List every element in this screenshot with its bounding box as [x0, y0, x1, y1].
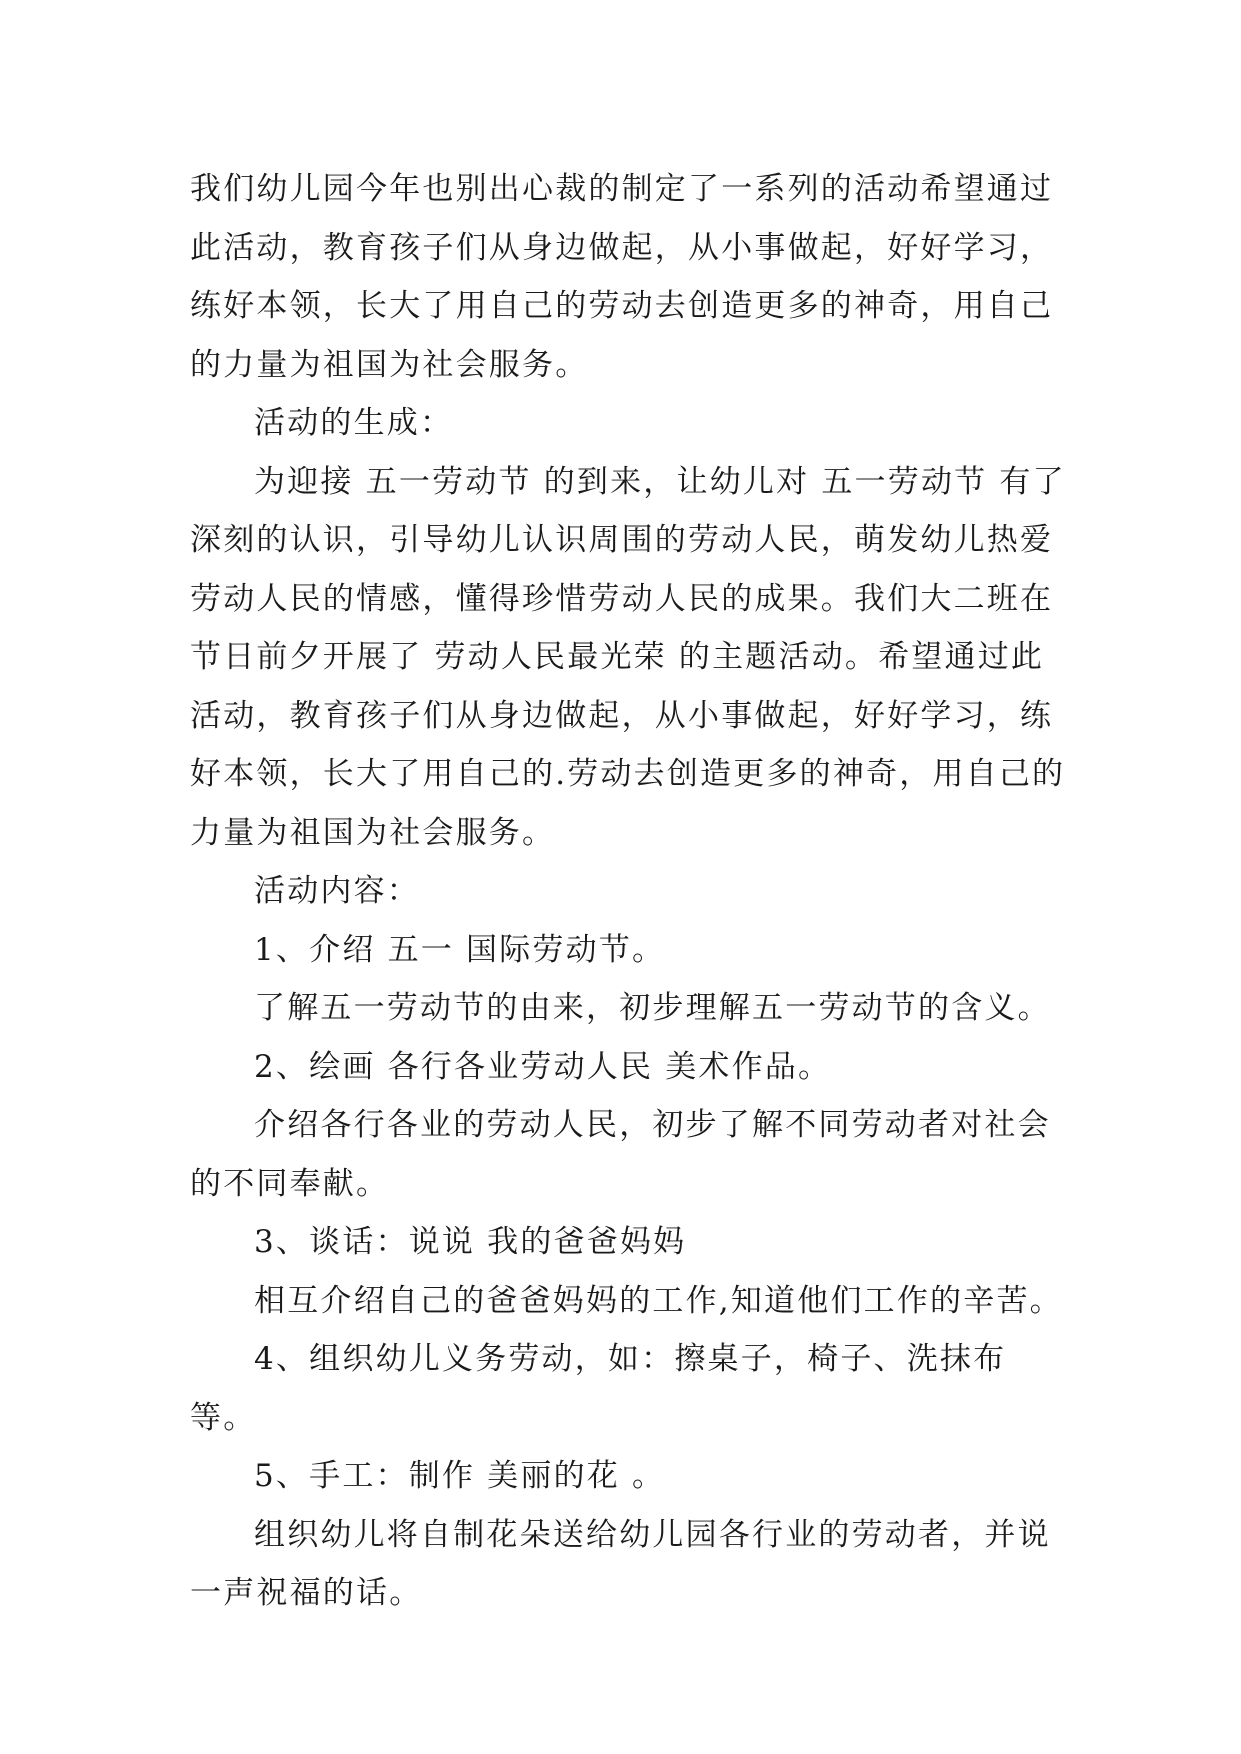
list-item-2: 2、绘画 各行各业劳动人民 美术作品。 — [254, 1048, 832, 1085]
paragraph-activity-origin: 为迎接 五一劳动节 的到来，让幼儿对 五一劳动节 有了深刻的认识，引导幼儿认识周围的劳动人民，萌发幼儿热爱劳动人民的情感，懂得珍惜劳动人民的成果。我们大二班在节日前夕开展了 劳动人民最光荣 的主题活动。希望通过此活动，教育孩子们从身边做起，从小事做起，好好学习，练好本领，长大了用自己的.劳动去创造更多的神奇，用自己的力量为祖国为社会服务。 — [190, 463, 1066, 851]
paragraph-intro: 我们幼儿园今年也别出心裁的制定了一系列的活动希望通过此活动，教育孩子们从身边做起，从小事做起，好好学习，练好本领，长大了用自己的劳动去创造更多的神奇，用自己的力量为祖国为社会服务。 — [190, 171, 1054, 383]
list-item-5: 5、手工：制作 美丽的花 。 — [254, 1458, 666, 1494]
list-item-1: 1、介绍 五一 国际劳动节。 — [254, 931, 666, 968]
list-item-1-detail: 了解五一劳动节的由来，初步理解五一劳动节的含义。 — [254, 990, 1051, 1026]
document-body — [190, 160, 1070, 1623]
list-item-3-detail: 相互介绍自己的爸爸妈妈的工作,知道他们工作的辛苦。 — [254, 1282, 1063, 1319]
heading-activity-content: 活动内容： — [254, 873, 420, 909]
list-item-4: 4、组织幼儿义务劳动，如：擦桌子，椅子、洗抹布等。 — [190, 1341, 1007, 1436]
list-item-2-detail: 介绍各行各业的劳动人民，初步了解不同劳动者对社会的不同奉献。 — [190, 1107, 1051, 1202]
heading-activity-origin: 活动的生成： — [254, 405, 454, 441]
list-item-3: 3、谈话：说说 我的爸爸妈妈 — [254, 1224, 687, 1260]
list-item-5-detail: 组织幼儿将自制花朵送给幼儿园各行业的劳动者，并说一声祝福的话。 — [190, 1516, 1051, 1611]
